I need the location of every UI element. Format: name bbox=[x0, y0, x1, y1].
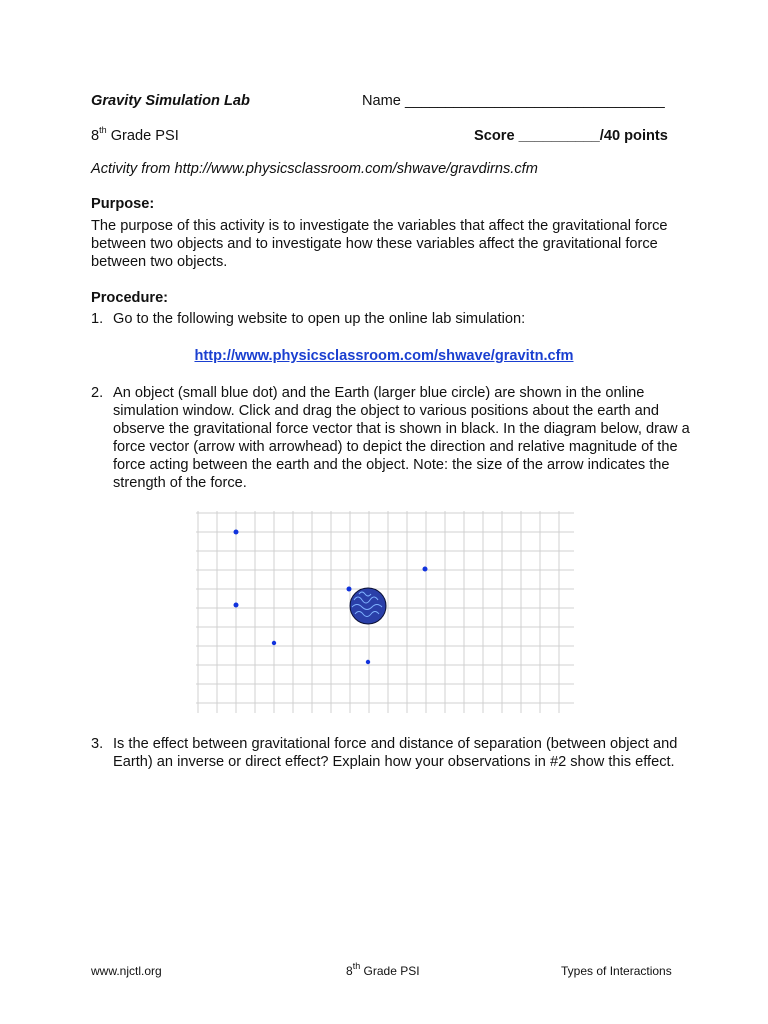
footer-grade bbox=[346, 962, 420, 980]
step-number: 1. bbox=[91, 311, 104, 327]
object-dot bbox=[234, 603, 239, 608]
grade-text: Grade PSI bbox=[106, 128, 179, 144]
footer-grade-text: Grade PSI bbox=[360, 964, 420, 978]
procedure-step-2 bbox=[91, 384, 691, 492]
score-field-label: Score __________/40 points bbox=[474, 128, 668, 144]
step-number: 3. bbox=[91, 736, 104, 752]
procedure-step-1 bbox=[91, 310, 691, 328]
footer-grade-number: 8 bbox=[346, 964, 353, 978]
footer-unit: Types of Interactions bbox=[561, 964, 672, 978]
lab-title: Gravity Simulation Lab bbox=[91, 93, 250, 109]
earth-circle bbox=[350, 588, 386, 624]
grade-number: 8 bbox=[91, 128, 100, 144]
purpose-text: The purpose of this activity is to investigate the variables that affect the gravitational force between two objects and to investigate how these variables affect the gravitational force between two objects. bbox=[91, 218, 668, 270]
object-dot bbox=[423, 567, 428, 572]
grade-suffix: th bbox=[99, 125, 107, 136]
step-text: Go to the following website to open up the online lab simulation: bbox=[113, 311, 526, 327]
footer-website: www.njctl.org bbox=[91, 964, 162, 978]
object-dot bbox=[366, 660, 370, 664]
step-text: An object (small blue dot) and the Earth (larger blue circle) are shown in the online simulation window. Click and drag the object to various positions about the earth and observe the gravitational force vector that is shown in black. In the diagram below, draw a force vector (arrow with arrowhead) to depict the direction and relative magnitude of the force acting between the earth and the object. Note: the size of the arrow indicates the strength of the force. bbox=[113, 385, 690, 491]
simulation-link-anchor[interactable]: http://www.physicsclassroom.com/shwave/gravitn.cfm bbox=[194, 348, 574, 364]
procedure-heading: Procedure: bbox=[91, 290, 169, 306]
step-text: Is the effect between gravitational force and distance of separation (between object and Earth) an inverse or direct effect? Explain how your observations in #2 show this effect. bbox=[113, 736, 678, 770]
grade-label bbox=[91, 127, 179, 145]
purpose-heading: Purpose: bbox=[91, 196, 155, 212]
gravity-diagram bbox=[196, 510, 576, 714]
footer-grade-suffix: th bbox=[352, 961, 361, 971]
procedure-step-3 bbox=[91, 735, 691, 771]
object-dot bbox=[347, 587, 352, 592]
object-dot bbox=[272, 641, 276, 645]
simulation-link[interactable] bbox=[0, 347, 768, 365]
activity-source: Activity from http://www.physicsclassroom.com/shwave/gravdirns.cfm bbox=[91, 161, 538, 177]
name-field-label: Name ________________________________ bbox=[362, 93, 665, 109]
step-number: 2. bbox=[91, 385, 104, 401]
object-dot bbox=[234, 530, 239, 535]
